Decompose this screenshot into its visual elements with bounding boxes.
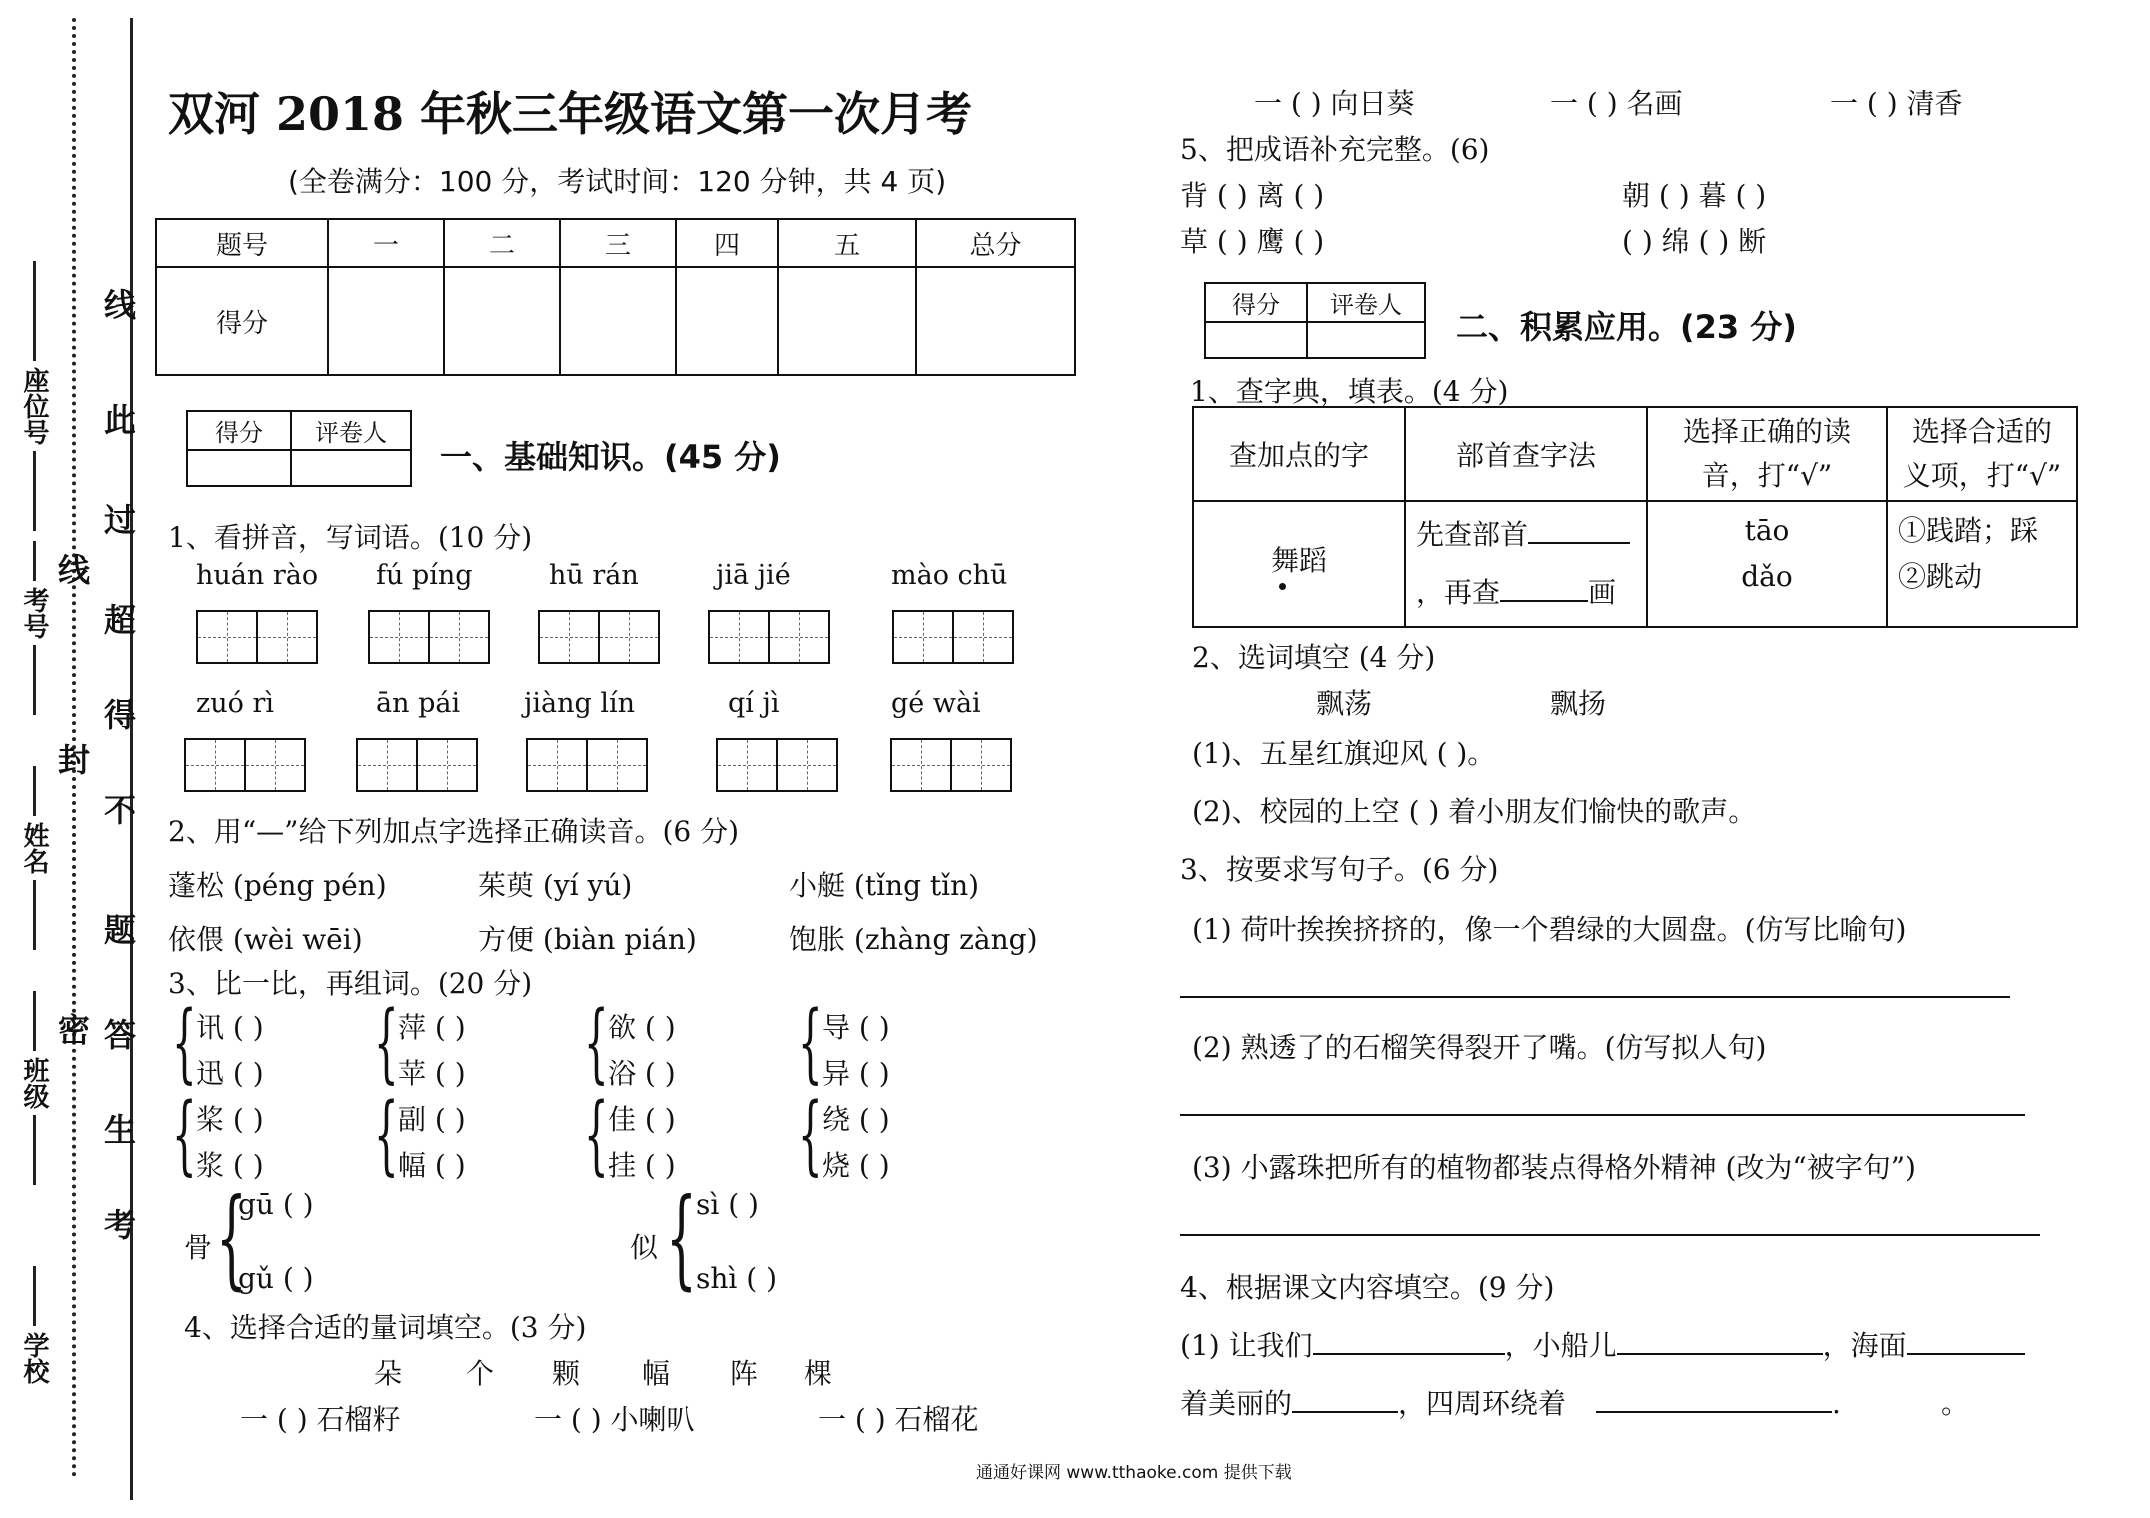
- measure-blank[interactable]: 一 ( ) 石榴花: [818, 1403, 979, 1436]
- s2-q4-title: 4、根据课文内容填空。(9 分): [1180, 1271, 1555, 1304]
- score-table-header: 五: [778, 219, 916, 267]
- fill-sentence[interactable]: (1)、五星红旗迎风 ( )。: [1192, 737, 1496, 770]
- writing-grid[interactable]: [892, 610, 1014, 664]
- compare-word[interactable]: 苹 ( ): [398, 1057, 466, 1090]
- warning-char-6: 得: [104, 696, 137, 734]
- answer-line[interactable]: [1180, 1114, 2025, 1116]
- dict-meaning-cell: [1887, 501, 2077, 627]
- meaning-option[interactable]: ①践踏；踩: [1898, 514, 2039, 547]
- q5-title: 5、把成语补充完整。(6): [1180, 133, 1490, 166]
- writing-grid[interactable]: [708, 610, 830, 664]
- polyphone-reading[interactable]: gū ( ): [238, 1188, 314, 1221]
- word-choice: 飘荡: [1316, 687, 1373, 720]
- seal-char-xian: 线: [58, 551, 91, 589]
- warning-char-8: 过: [104, 501, 137, 539]
- compare-word[interactable]: 浴 ( ): [608, 1057, 676, 1090]
- compare-word[interactable]: 绕 ( ): [822, 1103, 890, 1136]
- measure-blank[interactable]: 一 ( ) 小喇叭: [534, 1403, 695, 1436]
- brace-icon: {: [216, 1176, 247, 1301]
- stroke-blank[interactable]: [1500, 600, 1588, 602]
- class-label: 班级: [19, 1057, 49, 1109]
- q4-title: 4、选择合适的量词填空。(3 分): [184, 1311, 587, 1344]
- compare-word[interactable]: 桨 ( ): [196, 1103, 264, 1136]
- section1-grader-box: [186, 410, 412, 487]
- polyphone-reading[interactable]: sì ( ): [696, 1188, 759, 1221]
- compare-word[interactable]: 副 ( ): [398, 1103, 466, 1136]
- compare-word[interactable]: 幅 ( ): [398, 1149, 466, 1182]
- warning-char-1: 考: [104, 1206, 137, 1244]
- pinyin-label: huán rào: [196, 560, 319, 591]
- dict-header-line: 选择正确的读: [1682, 415, 1851, 448]
- school-field[interactable]: [20, 1260, 48, 1384]
- exam-no-label: 考号: [19, 587, 49, 639]
- score-table-header: 题号: [156, 219, 328, 267]
- pinyin-label: mào chū: [891, 560, 1008, 591]
- q1-title: 1、看拼音，写词语。(10 分): [168, 521, 533, 554]
- recite-blank[interactable]: [1596, 1411, 1832, 1413]
- measure-blank[interactable]: 一 ( ) 石榴籽: [240, 1403, 401, 1436]
- recite-blank[interactable]: [1292, 1411, 1398, 1413]
- measure-word: 个: [466, 1357, 495, 1390]
- writing-grid[interactable]: [538, 610, 660, 664]
- score-cell[interactable]: [778, 267, 916, 375]
- dict-header-line: 音，打“√”: [1701, 459, 1833, 492]
- exam-no-field[interactable]: [20, 535, 48, 721]
- warning-char-4: 题: [104, 911, 137, 949]
- idiom-item[interactable]: 背 ( ) 离 ( ): [1180, 179, 1325, 212]
- recite-line-1: [1180, 1324, 2025, 1364]
- school-label: 学校: [19, 1332, 49, 1384]
- dict-stroke-unit: 画: [1588, 576, 1617, 609]
- seat-field[interactable]: [20, 255, 48, 537]
- score-cell[interactable]: [444, 267, 560, 375]
- writing-grid[interactable]: [368, 610, 490, 664]
- score-table-header-row: [156, 219, 1075, 267]
- brace-icon: {: [172, 993, 197, 1093]
- dict-header: 部首查字法: [1405, 407, 1647, 501]
- reading-item[interactable]: 小艇 (tǐng tǐn): [789, 869, 980, 902]
- class-field[interactable]: [20, 985, 48, 1191]
- compare-word[interactable]: 迅 ( ): [196, 1057, 264, 1090]
- score-table-header: 一: [328, 219, 444, 267]
- meaning-option[interactable]: ②跳动: [1898, 560, 1983, 593]
- recite-text: (1) 让我们: [1180, 1329, 1313, 1362]
- section1-title: 一、基础知识。(45 分): [440, 438, 781, 476]
- reading-item[interactable]: 茱萸 (yí yú): [478, 869, 633, 902]
- q2-title: 2、用“—”给下列加点字选择正确读音。(6 分): [168, 815, 740, 848]
- recite-blank[interactable]: [1617, 1353, 1823, 1355]
- compare-word[interactable]: 挂 ( ): [608, 1149, 676, 1182]
- score-cell[interactable]: [676, 267, 778, 375]
- brace-icon: {: [374, 993, 399, 1093]
- brace-icon: {: [798, 993, 823, 1093]
- dict-header: [1647, 407, 1887, 501]
- warning-char-7: 超: [104, 601, 137, 639]
- page-title: 双河 2018 年秋三年级语文第一次月考: [168, 87, 973, 141]
- measure-word: 棵: [804, 1357, 833, 1390]
- pinyin-option[interactable]: dǎo: [1741, 560, 1793, 593]
- rewrite-prompt: (3) 小露珠把所有的植物都装点得格外精神 (改为“被字句”): [1192, 1151, 1916, 1184]
- polyphone-reading[interactable]: gǔ ( ): [238, 1262, 314, 1295]
- brace-icon: {: [584, 993, 609, 1093]
- measure-word: 朵: [374, 1357, 403, 1390]
- pinyin-label: zuó rì: [196, 688, 274, 719]
- score-row-label: 得分: [156, 267, 328, 375]
- section2-grader-box: [1204, 282, 1426, 359]
- grader-box-grader-label: 评卷人: [291, 411, 411, 450]
- s2-q1-title: 1、查字典，填表。(4 分): [1190, 375, 1509, 408]
- pinyin-label: fú píng: [376, 560, 473, 591]
- compare-word[interactable]: 浆 ( ): [196, 1149, 264, 1182]
- s2-q2-title: 2、选词填空 (4 分): [1192, 641, 1436, 674]
- grader-box-grader-label: 评卷人: [1307, 283, 1425, 322]
- pinyin-label: jiàng lín: [524, 688, 636, 719]
- measure-blank[interactable]: 一 ( ) 向日葵: [1254, 87, 1415, 120]
- answer-line[interactable]: [1180, 996, 2010, 998]
- measure-word: 幅: [642, 1357, 671, 1390]
- score-table-header: 二: [444, 219, 560, 267]
- idiom-item[interactable]: ( ) 绵 ( ) 断: [1622, 225, 1767, 258]
- compare-word[interactable]: 萍 ( ): [398, 1011, 466, 1044]
- score-table-header: 总分: [916, 219, 1075, 267]
- recite-text: .: [1832, 1387, 1841, 1420]
- pinyin-label: gé wài: [891, 688, 981, 719]
- score-table-header: 四: [676, 219, 778, 267]
- score-cell[interactable]: [916, 267, 1075, 375]
- recite-blank[interactable]: [1313, 1353, 1505, 1355]
- dict-header-line: 选择合适的: [1911, 415, 2052, 448]
- emphasis-dot-icon: [1279, 583, 1286, 590]
- grader-box-score-label: 得分: [187, 411, 291, 450]
- q3-title: 3、比一比，再组词。(20 分): [168, 967, 533, 1000]
- dictionary-table: [1192, 406, 2078, 628]
- brace-icon: {: [172, 1085, 197, 1185]
- dict-radical-text: 先查部首: [1416, 518, 1529, 551]
- seal-char-feng: 封: [58, 741, 91, 779]
- dict-radical-cell: [1405, 501, 1647, 627]
- recite-text: ，小船儿: [1504, 1329, 1617, 1362]
- dict-header-line: 义项，打“√”: [1902, 459, 2062, 492]
- pinyin-label: hū rán: [549, 560, 639, 591]
- idiom-item[interactable]: 朝 ( ) 暮 ( ): [1622, 179, 1767, 212]
- fill-sentence[interactable]: (2)、校园的上空 ( ) 着小朋友们愉快的歌声。: [1192, 795, 1757, 828]
- binding-solid-line: [130, 18, 133, 1500]
- idiom-item[interactable]: 草 ( ) 鹰 ( ): [1180, 225, 1325, 258]
- reading-item[interactable]: 蓬松 (péng pén): [168, 869, 387, 902]
- name-field[interactable]: [20, 760, 48, 956]
- dict-header: 查加点的字: [1193, 407, 1405, 501]
- name-label: 姓名: [19, 822, 49, 874]
- polyphone-char: 似: [630, 1231, 659, 1264]
- radical-blank[interactable]: [1528, 542, 1630, 544]
- recite-line-2: [1180, 1382, 1969, 1422]
- warning-char-3: 答: [104, 1016, 137, 1054]
- measure-blank[interactable]: 一 ( ) 名画: [1550, 87, 1683, 120]
- recite-text: ，四周环绕着: [1398, 1387, 1567, 1420]
- measure-blank[interactable]: 一 ( ) 清香: [1830, 87, 1963, 120]
- recite-text: 着美丽的: [1180, 1387, 1293, 1420]
- seal-char-mi: 密: [58, 1011, 91, 1049]
- brace-icon: {: [584, 1085, 609, 1185]
- reading-item[interactable]: 方便 (biàn pián): [478, 923, 697, 956]
- compare-word[interactable]: 欲 ( ): [608, 1011, 676, 1044]
- writing-grid[interactable]: [716, 738, 838, 792]
- compare-word[interactable]: 讯 ( ): [196, 1011, 264, 1044]
- polyphone-char: 骨: [184, 1231, 213, 1264]
- warning-char-10: 线: [104, 286, 137, 324]
- measure-word: 阵: [730, 1357, 759, 1390]
- pinyin-option[interactable]: tāo: [1744, 514, 1790, 547]
- grader-box-score-cell[interactable]: [187, 450, 291, 486]
- writing-grid[interactable]: [184, 738, 306, 792]
- answer-line[interactable]: [1180, 1234, 2040, 1236]
- brace-icon: {: [666, 1176, 697, 1301]
- dict-word: 舞蹈: [1270, 543, 1327, 577]
- pinyin-label: ān pái: [376, 688, 461, 719]
- footer-credit: 通通好课网 www.tthaoke.com 提供下载: [976, 1463, 1292, 1483]
- score-cell[interactable]: [328, 267, 444, 375]
- dict-stroke-text: ，再查: [1416, 576, 1501, 609]
- writing-grid[interactable]: [196, 610, 318, 664]
- compare-word[interactable]: 佳 ( ): [608, 1103, 676, 1136]
- polyphone-reading[interactable]: shì ( ): [696, 1262, 778, 1295]
- warning-char-2: 生: [104, 1111, 137, 1149]
- dict-pinyin-cell: [1647, 501, 1887, 627]
- score-table-score-row: [156, 267, 1075, 375]
- measure-word: 颗: [552, 1357, 581, 1390]
- word-choice: 飘扬: [1550, 687, 1607, 720]
- grader-box-grader-cell[interactable]: [1307, 322, 1425, 358]
- warning-char-9: 此: [104, 401, 137, 439]
- warning-char-5: 不: [104, 791, 137, 829]
- recite-blank[interactable]: [1907, 1353, 2025, 1355]
- page-subtitle: (全卷满分：100 分，考试时间：120 分钟，共 4 页): [288, 165, 947, 198]
- section2-title: 二、积累应用。(23 分): [1456, 308, 1797, 346]
- dict-header: [1887, 407, 2077, 501]
- writing-grid[interactable]: [526, 738, 648, 792]
- compare-word[interactable]: 烧 ( ): [822, 1149, 890, 1182]
- reading-item[interactable]: 饱胀 (zhàng zàng): [789, 923, 1038, 956]
- recite-text: 。: [1940, 1387, 1969, 1420]
- compare-word[interactable]: 导 ( ): [822, 1011, 890, 1044]
- grader-box-score-cell[interactable]: [1205, 322, 1307, 358]
- dict-word-cell: [1193, 501, 1405, 627]
- pinyin-label: jiā jié: [716, 560, 791, 591]
- reading-item[interactable]: 依偎 (wèi wēi): [168, 923, 363, 956]
- writing-grid[interactable]: [356, 738, 478, 792]
- grader-box-score-label: 得分: [1205, 283, 1307, 322]
- grader-box-grader-cell[interactable]: [291, 450, 411, 486]
- score-table: [155, 218, 1076, 376]
- rewrite-prompt: (2) 熟透了的石榴笑得裂开了嘴。(仿写拟人句): [1192, 1031, 1767, 1064]
- brace-icon: {: [374, 1085, 399, 1185]
- rewrite-prompt: (1) 荷叶挨挨挤挤的，像一个碧绿的大圆盘。(仿写比喻句): [1192, 913, 1907, 946]
- s2-q3-title: 3、按要求写句子。(6 分): [1180, 853, 1499, 886]
- score-table-header: 三: [560, 219, 676, 267]
- pinyin-label: qí jì: [728, 688, 780, 719]
- seat-label: 座位号: [19, 367, 49, 445]
- writing-grid[interactable]: [890, 738, 1012, 792]
- recite-text: ，海面: [1822, 1329, 1907, 1362]
- compare-word[interactable]: 异 ( ): [822, 1057, 890, 1090]
- brace-icon: {: [798, 1085, 823, 1185]
- score-cell[interactable]: [560, 267, 676, 375]
